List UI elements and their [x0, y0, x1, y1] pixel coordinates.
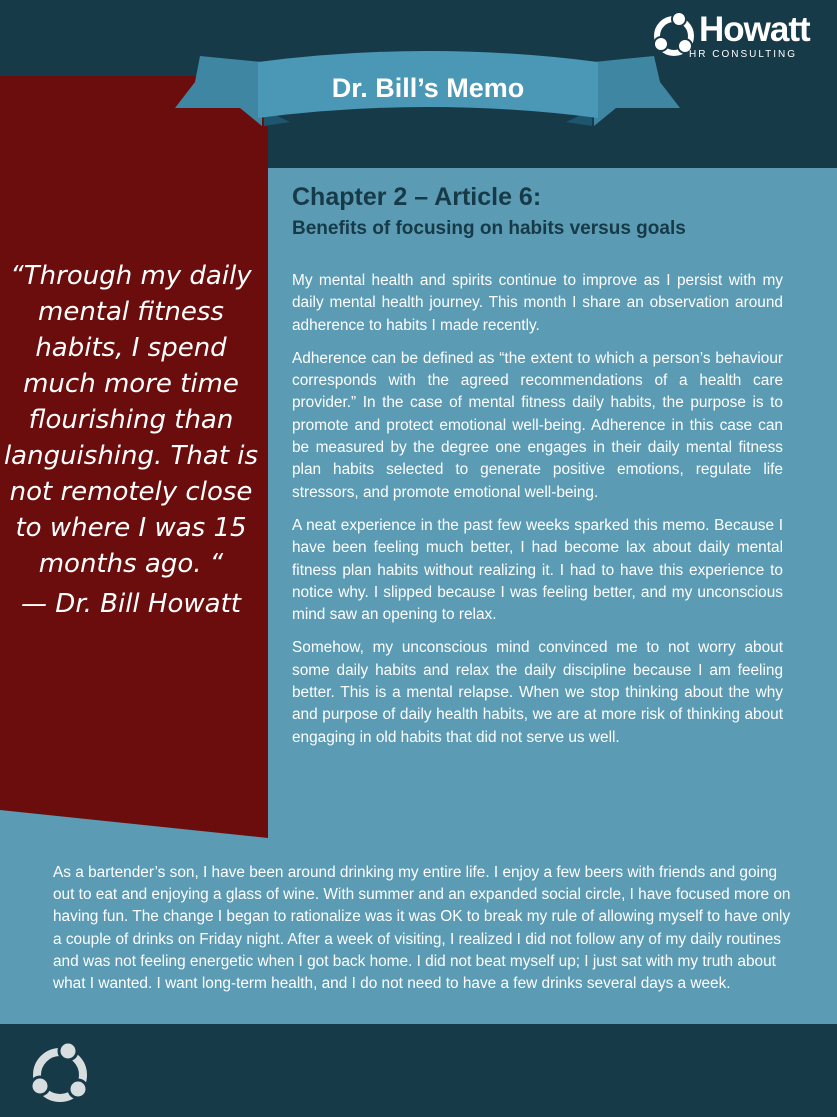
- pull-quote: [0, 258, 262, 622]
- quote-text: “Through my daily mental fitness habits, I spend much more time flourishing than languishing. That is not remotely close to where I was 15 months ago. “: [3, 261, 259, 579]
- footer-band: [0, 1024, 837, 1117]
- banner-title: Dr. Bill’s Memo: [331, 73, 525, 103]
- people-circle-logo-icon: [22, 1038, 100, 1104]
- article-title: Chapter 2 – Article 6:: [292, 183, 542, 211]
- article-paragraph: Somehow, my unconscious mind convinced me to not worry about some daily habits and relax the daily discipline because I am feeling better. This is a mental relapse. When we stop thinking about the why and purpose of daily health habits, we are at more risk of thinking about engaging in old habits that did not serve us well.: [292, 639, 783, 746]
- bottom-section: [53, 862, 793, 995]
- article-paragraph: My mental health and spirits continue to improve as I persist with my daily mental health journey. This month I share an observation around adherence to habits I made recently.: [292, 272, 783, 334]
- article-paragraph: A neat experience in the past few weeks sparked this memo. Because I have been feeling much better, I had become lax about daily mental fitness plan habits without realizing it. I had to have this experience to notice why. I slipped because I was feeling better, and my unconscious mind saw an opening to relax.: [292, 516, 783, 624]
- brand-name: Howatt: [699, 10, 810, 49]
- article-subtitle: Benefits of focusing on habits versus goals: [292, 218, 686, 239]
- article-body: [292, 270, 783, 760]
- article-paragraph: Adherence can be defined as “the extent to which a person’s behaviour corresponds with the agreed recommendations of a health care provider.” In the case of mental fitness daily habits, the purpose is to promote and protect emotional well-being. Adherence in this case can be measured by the degree one engages in their daily mental fitness plan habits selected to generate positive emotions, regulate life stressors, and promote emotional well-being.: [292, 349, 783, 501]
- bottom-paragraph: As a bartender’s son, I have been around drinking my entire life. I enjoy a few beers with friends and going out to eat and enjoying a glass of wine. With summer and an expanded social circle, I have focused more on having fun. The change I began to rationalize was it was OK to break my rule of allowing myself to have only a couple of drinks on Friday night. After a week of visiting, I realized I did not follow any of my daily routines and was not feeling energetic when I got back home. I did not beat myself up; I just sat with my truth about what I wanted. I want long-term health, and I do not need to have a few drinks several days a week.: [53, 864, 791, 993]
- quote-author: — Dr. Bill Howatt: [21, 589, 241, 619]
- brand-subtitle: HR CONSULTING: [689, 49, 798, 60]
